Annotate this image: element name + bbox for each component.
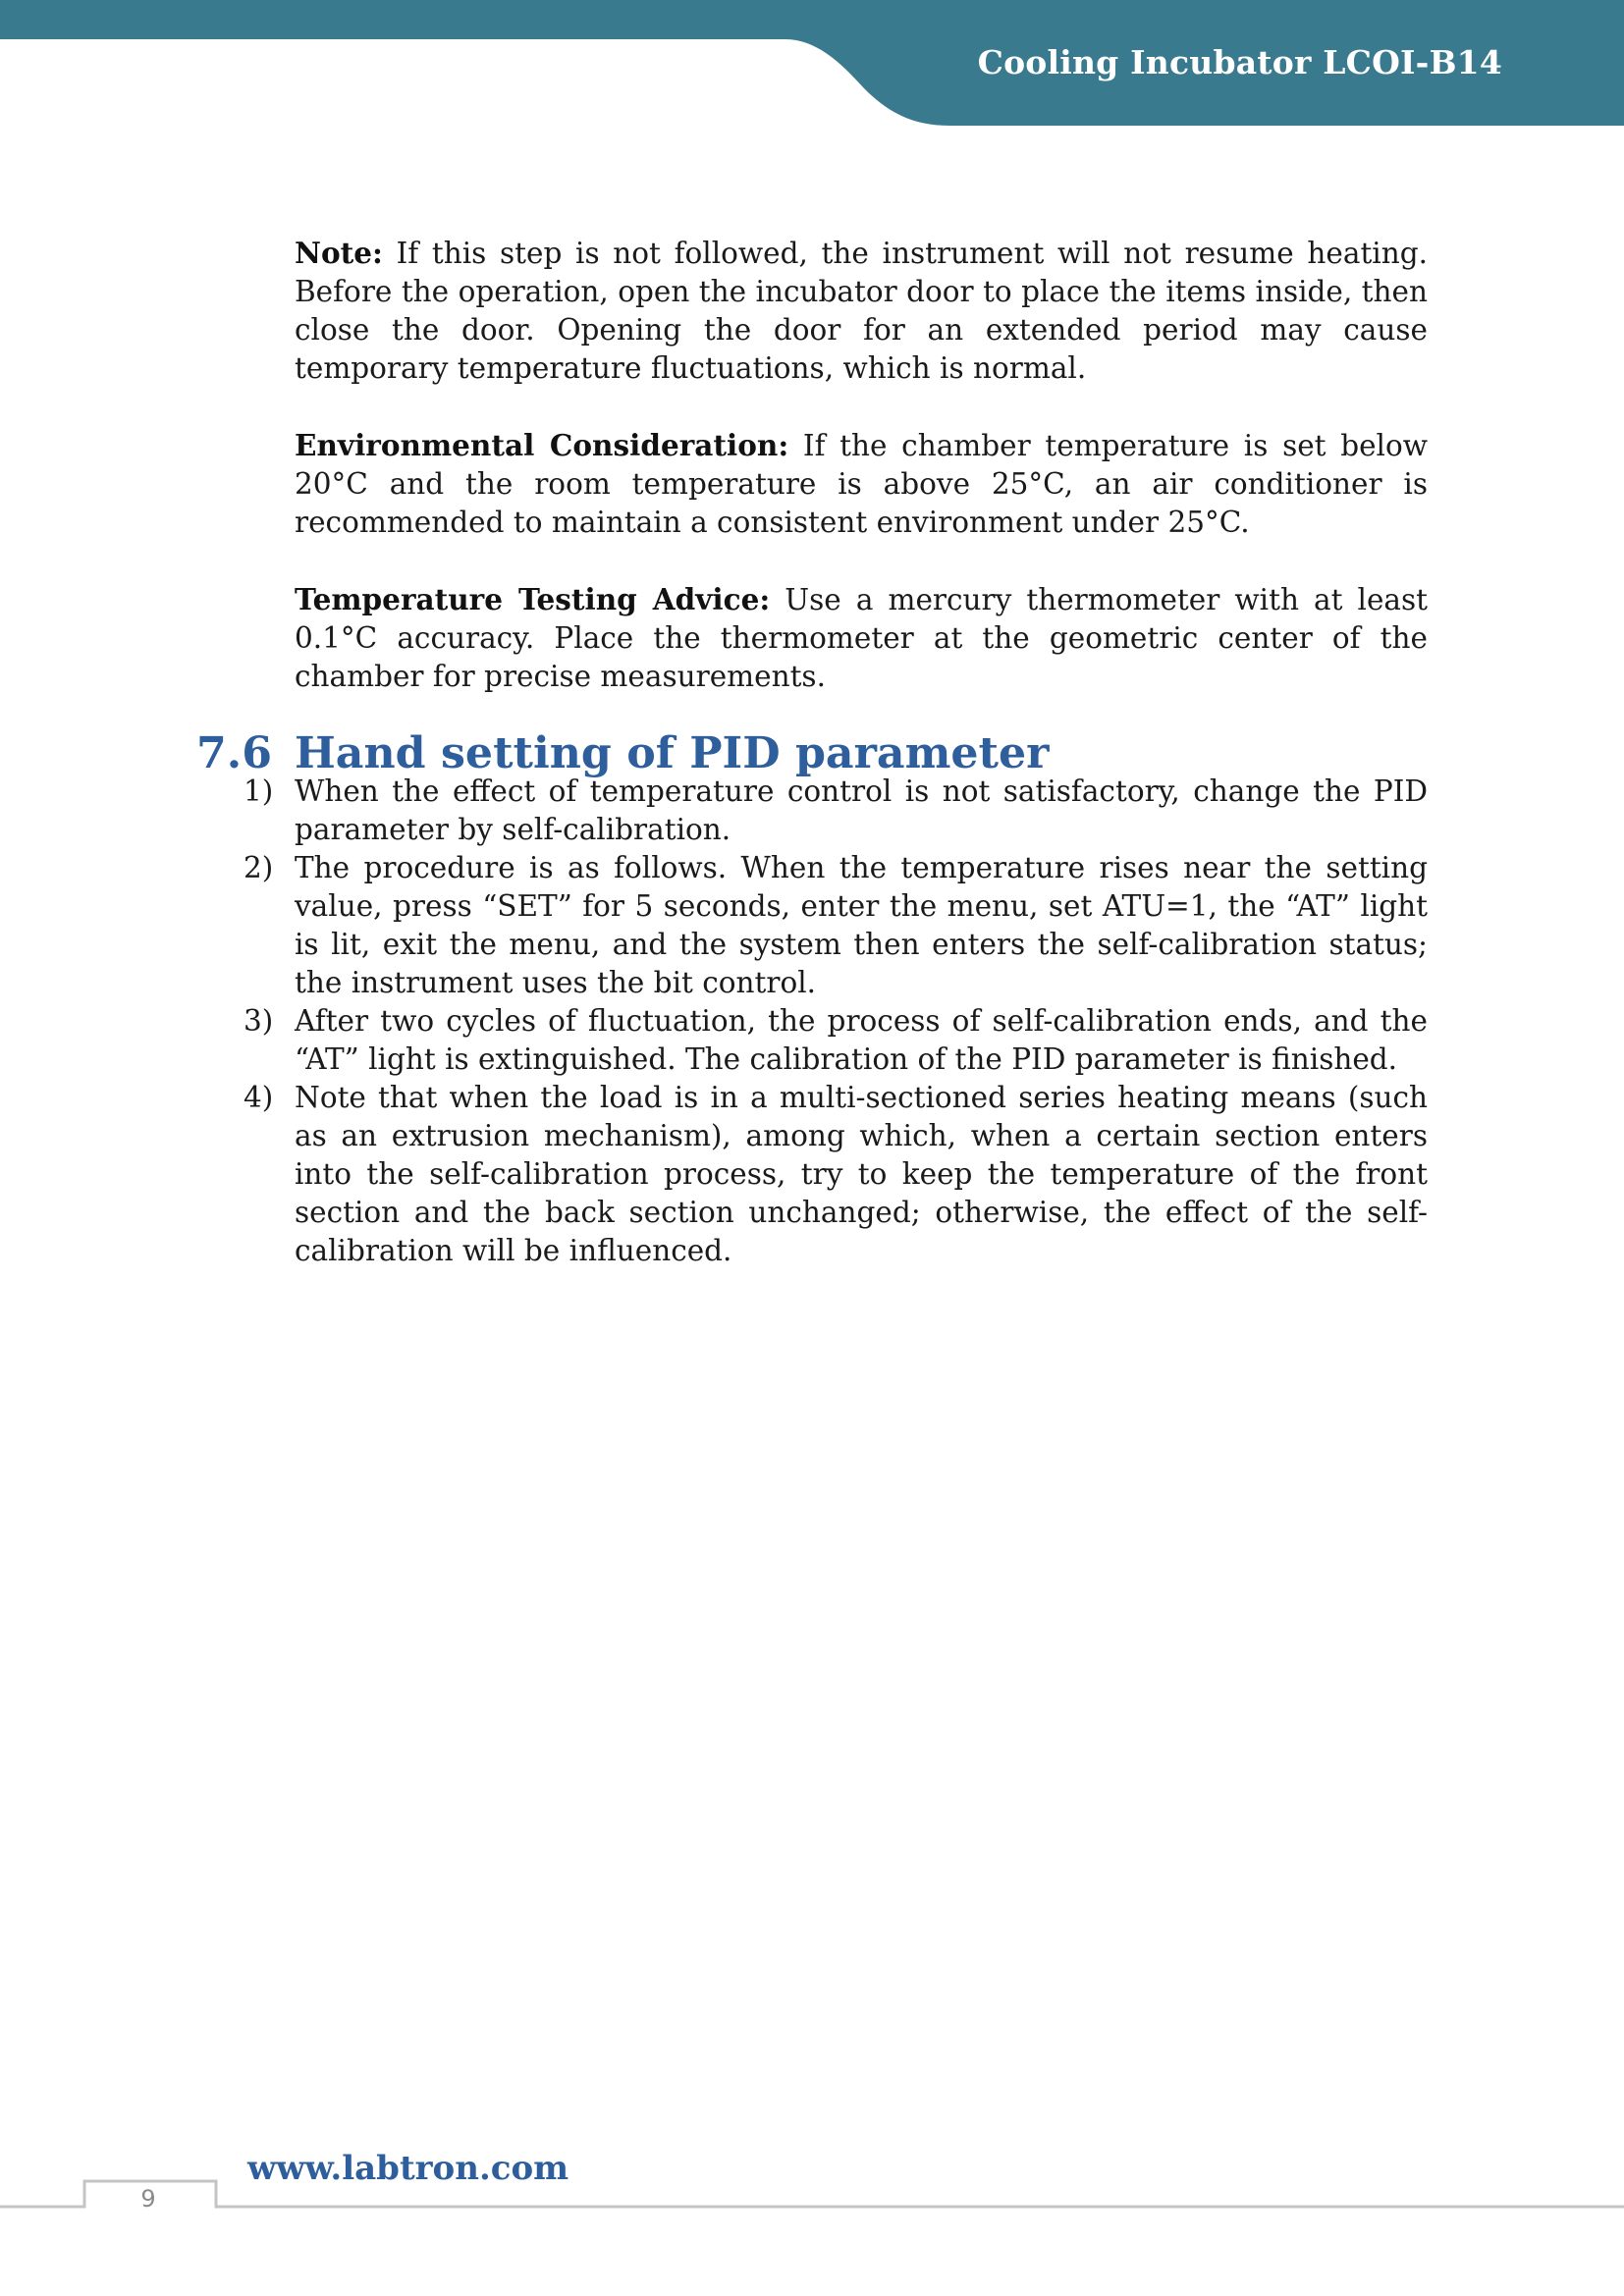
website-link[interactable]: www.labtron.com	[247, 2149, 569, 2188]
testing-text: Use a mercury thermometer with at least 0.1°C accuracy. Place the thermometer at the geometric center of the chamber for precise measurements.	[295, 583, 1428, 693]
testing-paragraph	[295, 580, 1428, 696]
page-content	[196, 234, 1428, 1270]
note-paragraph	[295, 234, 1428, 388]
environment-paragraph	[295, 426, 1428, 542]
list-item-number: 3)	[244, 1004, 274, 1038]
section-title: Hand setting of PID parameter	[295, 727, 1050, 778]
footer-rule	[0, 2160, 1624, 2218]
list-item-number: 2)	[244, 851, 274, 884]
list-item-text: The procedure is as follows. When the temperature rises near the setting value, press “SET” for 5 seconds, enter the menu, set ATU=1, the “AT” light is lit, exit the menu, and the system then enters the self-calibration status; the instrument uses the bit control.	[295, 851, 1428, 999]
list-item	[244, 849, 1428, 1002]
list-item-number: 4)	[244, 1081, 274, 1114]
list-item-text: When the effect of temperature control is not satisfactory, change the PID parameter by self-calibration.	[295, 774, 1428, 846]
environment-text: If the chamber temperature is set below 20°C and the room temperature is above 25°C, an air conditioner is recommended to maintain a consistent environment under 25°C.	[295, 429, 1428, 539]
section-number: 7.6	[196, 727, 272, 778]
list-item-text: After two cycles of fluctuation, the process of self-calibration ends, and the “AT” light is extinguished. The calibration of the PID parameter is finished.	[295, 1004, 1428, 1076]
page-number: 9	[140, 2185, 156, 2213]
list-item	[244, 773, 1428, 849]
list-item	[244, 1002, 1428, 1079]
list-item	[244, 1079, 1428, 1270]
section-heading	[196, 727, 1428, 778]
environment-label: Environmental Consideration:	[295, 428, 789, 462]
note-label: Note:	[295, 236, 383, 270]
testing-label: Temperature Testing Advice:	[295, 582, 771, 616]
pid-steps-list	[244, 773, 1428, 1270]
list-item-number: 1)	[244, 774, 274, 808]
document-title: Cooling Incubator LCOI-B14	[977, 43, 1502, 81]
note-text: If this step is not followed, the instrument will not resume heating. Before the operation, open the incubator door to place the items inside, then close the door. Opening the door for an extended period may cause temporary temperature fluctuations, which is normal.	[295, 237, 1428, 385]
list-item-text: Note that when the load is in a multi-sectioned series heating means (such as an extrusion mechanism), among which, when a certain section enters into the self-calibration process, try to keep the temperature of the front section and the back section unchanged; otherwise, the effect of the self-calibration will be influenced.	[295, 1081, 1428, 1267]
